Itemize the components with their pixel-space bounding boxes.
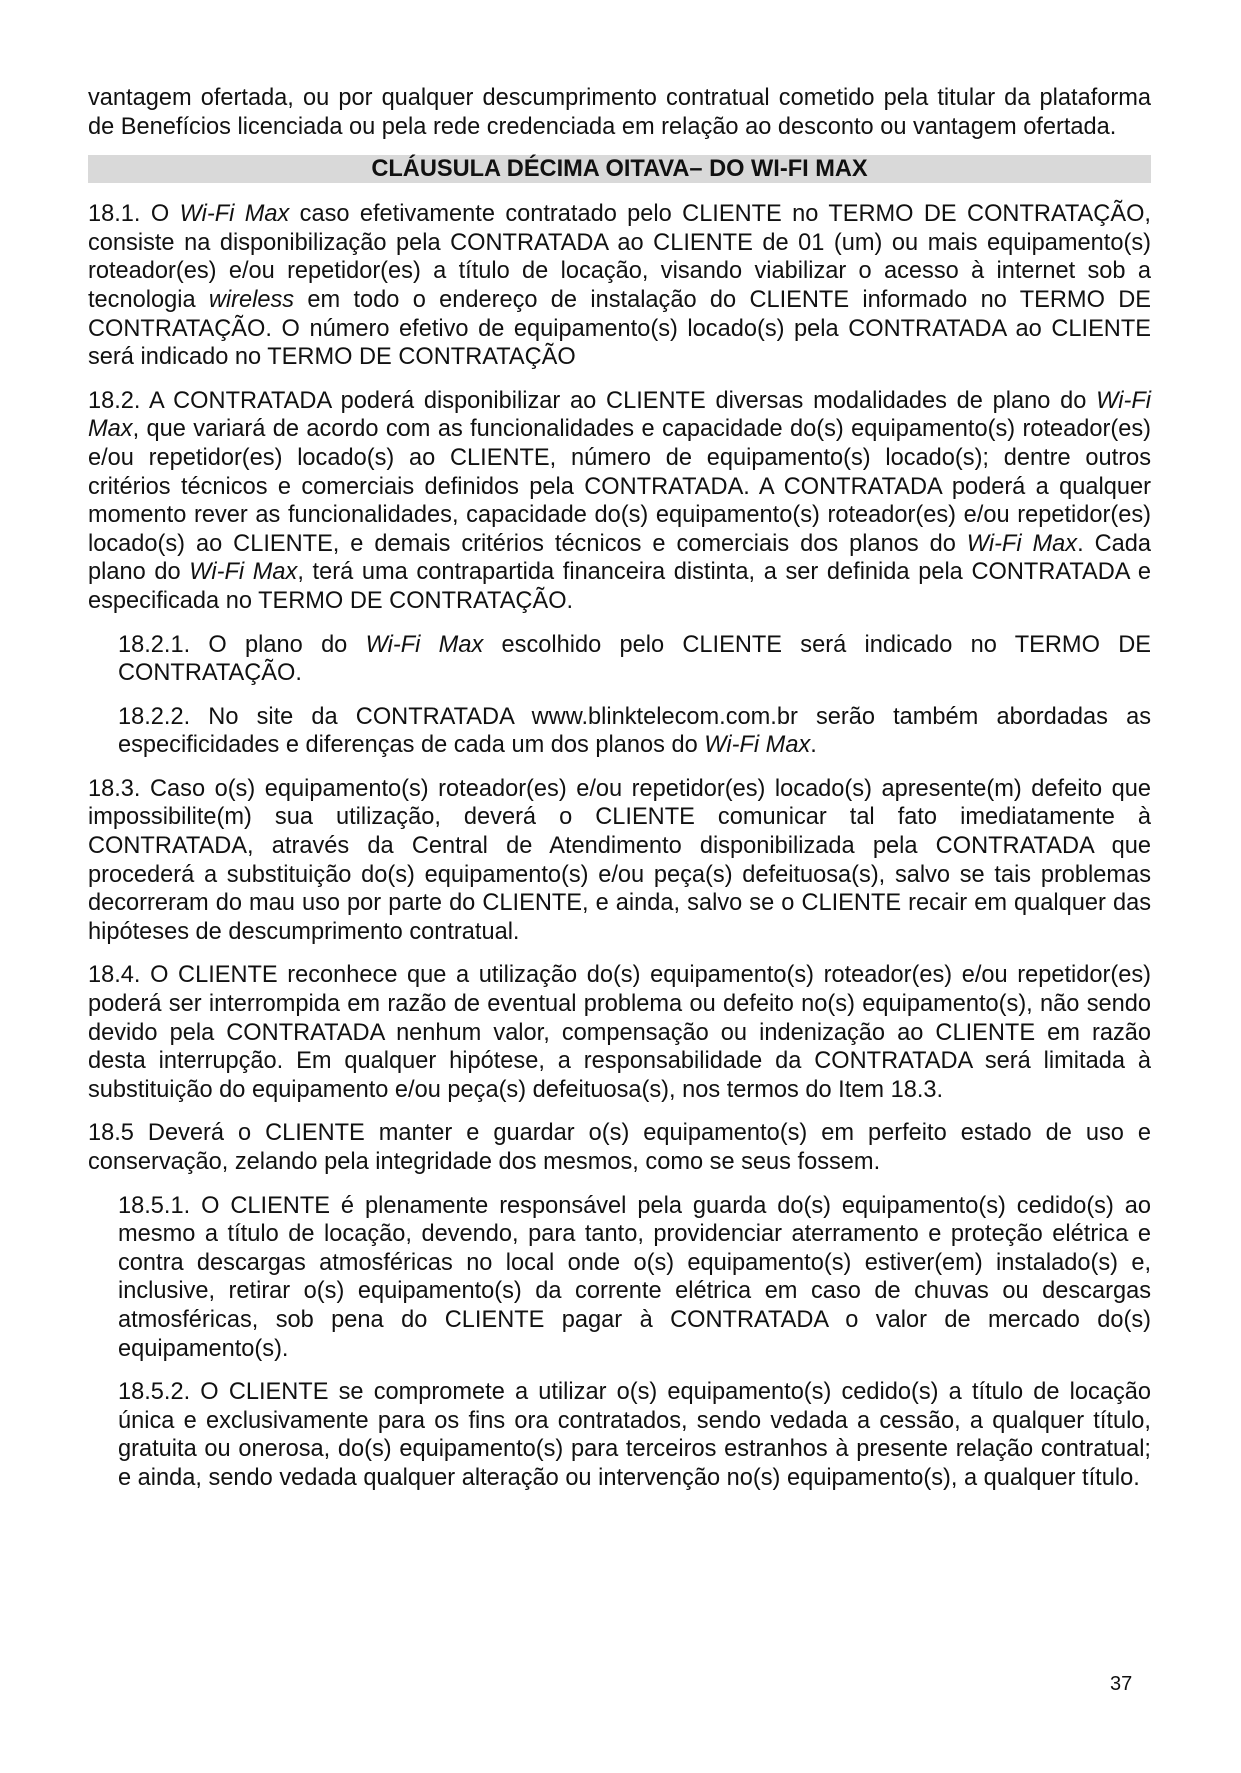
paragraph-18-5-2: 18.5.2. O CLIENTE se compromete a utilizar o(s) equipamento(s) cedido(s) a título de locação única e exclusivamente para os fins ora contratados, sendo vedada a cessão, a qualquer título, gratuita ou onerosa, do(s) equipamento(s) para terceiros estranhos à presente relação contratual; e ainda, sendo vedada qualquer alteração ou intervenção no(s) equipamento(s), a qualquer título. bbox=[118, 1379, 1151, 1491]
intro-paragraph: vantagem ofertada, ou por qualquer descumprimento contratual cometido pela titular da plataforma de Benefícios licenciada ou pela rede credenciada em relação ao desconto ou vantagem ofertada. bbox=[88, 85, 1151, 140]
paragraph-18-5: 18.5 Deverá o CLIENTE manter e guardar o(s) equipamento(s) em perfeito estado de uso e conservação, zelando pela integridade dos mesmos, como se seus fossem. bbox=[88, 1120, 1151, 1175]
paragraph-18-2-2: 18.2.2. No site da CONTRATADA www.blinktelecom.com.br serão também abordadas as especificidades e diferenças de cada um dos planos do Wi-Fi Max. bbox=[118, 703, 1151, 759]
page-number: 37 bbox=[1110, 1673, 1133, 1695]
paragraph-18-4: 18.4. O CLIENTE reconhece que a utilização do(s) equipamento(s) roteador(es) e/ou repetidor(es) poderá ser interrompida em razão de eventual problema ou defeito no(s) equipamento(s), não sendo devido pela CONTRATADA nenhum valor, compensação ou indenização ao CLIENTE em razão desta interrupção. Em qualquer hipótese, a responsabilidade da CONTRATADA será limitada à substituição do equipamento e/ou peça(s) defeituosa(s), nos termos do Item 18.3. bbox=[88, 962, 1151, 1103]
paragraph-18-2: 18.2. A CONTRATADA poderá disponibilizar ao CLIENTE diversas modalidades de plano do Wi-Fi Max, que variará de acordo com as funcionalidades e capacidade do(s) equipamento(s) roteador(es) e/ou repetidor(es) locado(s) ao CLIENTE, número de equipamento(s) locado(s); dentre outros critérios técnicos e comerciais definidos pela CONTRATADA. A CONTRATADA poderá a qualquer momento rever as funcionalidades, capacidade do(s) equipamento(s) roteador(es) e/ou repetidor(es) locado(s) ao CLIENTE, e demais critérios técnicos e comerciais dos planos do Wi-Fi Max. Cada plano do Wi-Fi Max, terá uma contrapartida financeira distinta, a ser definida pela CONTRATADA e especificada no TERMO DE CONTRATAÇÃO. bbox=[88, 387, 1151, 614]
paragraph-18-1: 18.1. O Wi-Fi Max caso efetivamente contratado pelo CLIENTE no TERMO DE CONTRATAÇÃO, consiste na disponibilização pela CONTRATADA ao CLIENTE de 01 (um) ou mais equipamento(s) roteador(es) e/ou repetidor(es) a título de locação, visando viabilizar o acesso à internet sob a tecnologia wireless em todo o endereço de instalação do CLIENTE informado no TERMO DE CONTRATAÇÃO. O número efetivo de equipamento(s) locado(s) pela CONTRATADA ao CLIENTE será indicado no TERMO DE CONTRATAÇÃO bbox=[88, 201, 1151, 371]
paragraph-18-2-1: 18.2.1. O plano do Wi-Fi Max escolhido pelo CLIENTE será indicado no TERMO DE CONTRATAÇÃO. bbox=[118, 631, 1151, 687]
page-content bbox=[88, 84, 1151, 1508]
clause-heading: CLÁUSULA DÉCIMA OITAVA– DO WI-FI MAX bbox=[88, 155, 1151, 183]
paragraph-18-5-1: 18.5.1. O CLIENTE é plenamente responsável pela guarda do(s) equipamento(s) cedido(s) ao mesmo a título de locação, devendo, para tanto, providenciar aterramento e proteção elétrica e contra descargas atmosféricas no local onde o(s) equipamento(s) estiver(em) instalado(s) e, inclusive, retirar o(s) equipamento(s) da corrente elétrica em caso de chuvas ou descargas atmosféricas, sob pena do CLIENTE pagar à CONTRATADA o valor de mercado do(s) equipamento(s). bbox=[118, 1192, 1151, 1362]
paragraph-18-3: 18.3. Caso o(s) equipamento(s) roteador(es) e/ou repetidor(es) locado(s) apresente(m) defeito que impossibilite(m) sua utilização, deverá o CLIENTE comunicar tal fato imediatamente à CONTRATADA, através da Central de Atendimento disponibilizada pela CONTRATADA que procederá a substituição do(s) equipamento(s) e/ou peça(s) defeituosa(s), salvo se tais problemas decorreram do mau uso por parte do CLIENTE, e ainda, salvo se o CLIENTE recair em qualquer das hipóteses de descumprimento contratual. bbox=[88, 775, 1151, 945]
